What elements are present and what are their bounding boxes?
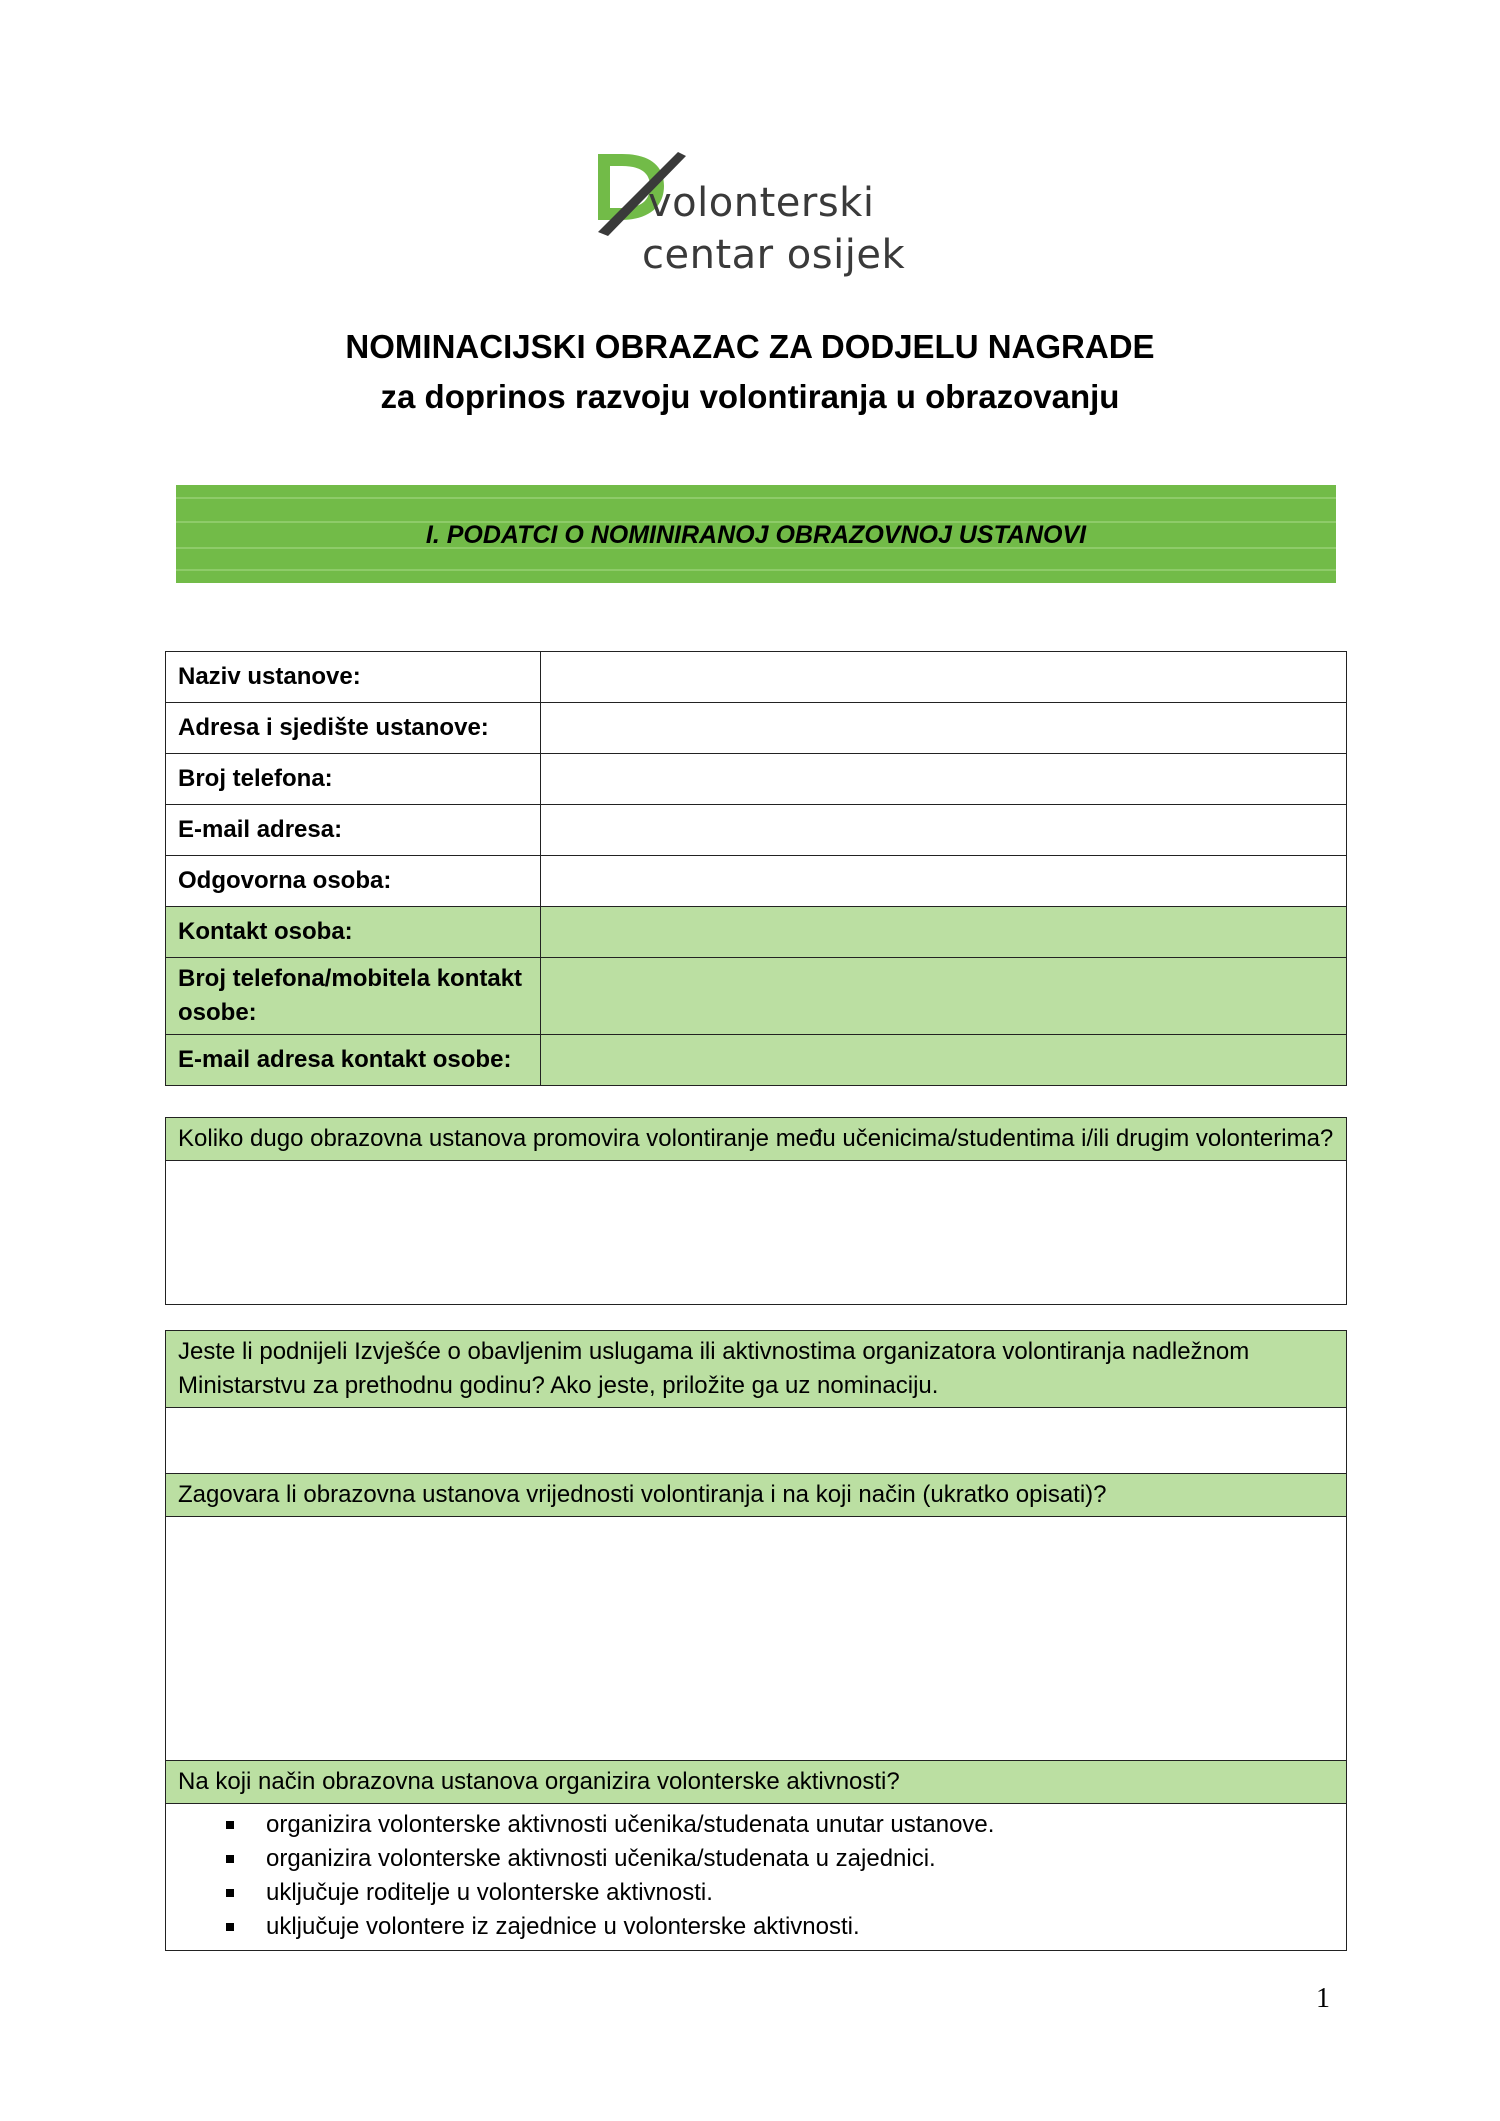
question-text: Zagovara li obrazovna ustanova vrijednosti volontiranja i na koji način (ukratko opisati)?: [166, 1474, 1346, 1517]
logo-text-line2: centar osijek: [642, 232, 906, 278]
table-row: [166, 754, 1347, 805]
responsible-person-input[interactable]: [541, 856, 1347, 907]
form-title: NOMINACIJSKI OBRAZAC ZA DODJELU NAGRADE: [345, 328, 1155, 365]
option-label: organizira volonterske aktivnosti učenika/studenata unutar ustanove.: [266, 1811, 995, 1838]
field-label: Adresa i sjedište ustanove:: [166, 703, 541, 754]
option-label: organizira volonterske aktivnosti učenika/studenata u zajednici.: [266, 1845, 936, 1872]
question-block: [165, 1760, 1347, 1951]
email-input[interactable]: [541, 805, 1347, 856]
contact-phone-input[interactable]: [541, 958, 1347, 1035]
bullet-square-icon: [226, 1923, 234, 1931]
logo-text-line1: volonterski: [648, 180, 875, 226]
banner-stripe: [176, 497, 1336, 499]
institution-address-input[interactable]: [541, 703, 1347, 754]
question-text: Koliko dugo obrazovna ustanova promovira volontiranje među učenicima/studentima i/ili drugim volonterima?: [166, 1118, 1346, 1161]
field-label: E-mail adresa kontakt osobe:: [166, 1035, 541, 1086]
option-item[interactable]: [226, 1842, 1346, 1876]
section-banner: [176, 485, 1336, 583]
report-submitted-answer[interactable]: [166, 1408, 1346, 1479]
phone-input[interactable]: [541, 754, 1347, 805]
table-row: [166, 907, 1347, 958]
field-label: Broj telefona:: [166, 754, 541, 805]
form-subtitle: za doprinos razvoju volontiranja u obrazovanju: [380, 378, 1120, 415]
option-label: uključuje volontere iz zajednice u volonterske aktivnosti.: [266, 1913, 860, 1940]
contact-person-input[interactable]: [541, 907, 1347, 958]
page-number: 1: [1316, 1983, 1330, 2014]
option-item[interactable]: [226, 1808, 1346, 1842]
table-row: [166, 1035, 1347, 1086]
option-item[interactable]: [226, 1876, 1346, 1910]
institution-info-table: [165, 651, 1347, 1086]
bullet-square-icon: [226, 1889, 234, 1897]
field-label: Kontakt osoba:: [166, 907, 541, 958]
option-item[interactable]: [226, 1910, 1346, 1944]
table-row: [166, 703, 1347, 754]
question-block: [165, 1117, 1347, 1305]
options-list: [166, 1804, 1346, 1950]
field-label: Broj telefona/mobitela kontakt osobe:: [166, 958, 541, 1035]
question-text: Na koji način obrazovna ustanova organizira volonterske aktivnosti?: [166, 1761, 1346, 1804]
advocacy-answer[interactable]: [166, 1517, 1346, 1768]
bullet-square-icon: [226, 1855, 234, 1863]
table-row: [166, 652, 1347, 703]
question-block: [165, 1473, 1347, 1769]
field-label: Naziv ustanove:: [166, 652, 541, 703]
banner-stripe: [176, 569, 1336, 571]
question-block: [165, 1330, 1347, 1480]
table-row: [166, 805, 1347, 856]
promotion-duration-answer[interactable]: [166, 1161, 1346, 1304]
institution-name-input[interactable]: [541, 652, 1347, 703]
section-title: I. PODATCI O NOMINIRANOJ OBRAZOVNOJ USTANOVI: [425, 521, 1087, 549]
bullet-square-icon: [226, 1821, 234, 1829]
table-row: [166, 856, 1347, 907]
contact-email-input[interactable]: [541, 1035, 1347, 1086]
table-row: [166, 958, 1347, 1035]
question-text: Jeste li podnijeli Izvješće o obavljenim uslugama ili aktivnostima organizatora volontiranja nadležnom Ministarstvu za prethodnu godinu? Ako jeste, priložite ga uz nominaciju.: [166, 1331, 1346, 1408]
field-label: Odgovorna osoba:: [166, 856, 541, 907]
field-label: E-mail adresa:: [166, 805, 541, 856]
option-label: uključuje roditelje u volonterske aktivnosti.: [266, 1879, 713, 1906]
logo: [590, 140, 930, 290]
